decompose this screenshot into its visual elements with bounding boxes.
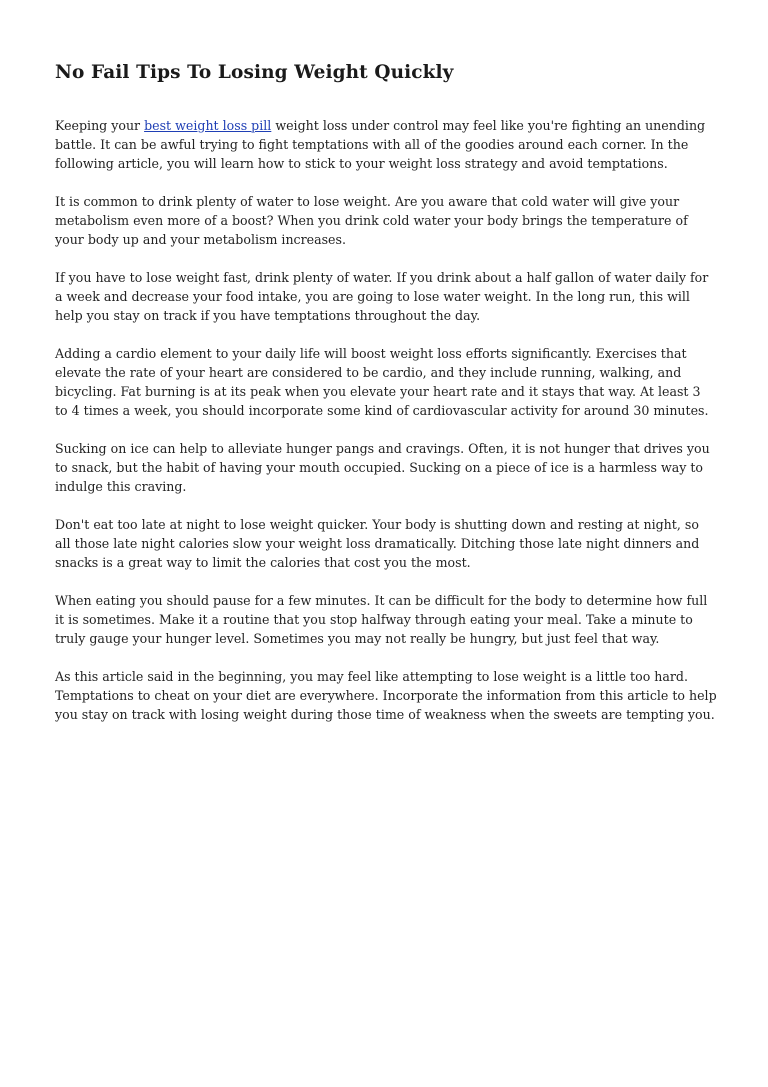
paragraph-late-night: Don't eat too late at night to lose weight quicker. Your body is shutting down and resting at night, so all those late night calories slow your weight loss dramatically. Ditching those late night dinners and snacks is a great way to limit the calories that cost you the most. bbox=[55, 517, 700, 570]
intro-paragraph bbox=[55, 116, 717, 173]
paragraph-cold-water: It is common to drink plenty of water to lose weight. Are you aware that cold water will give your metabolism even more of a boost? When you drink cold water your body brings the temperature of your body up and your metabolism increases. bbox=[55, 194, 688, 247]
paragraph-sucking-ice: Sucking on ice can help to alleviate hunger pangs and cravings. Often, it is not hunger that drives you to snack, but the habit of having your mouth occupied. Sucking on a piece of ice is a harmless way to indulge this craving. bbox=[55, 441, 710, 494]
page-title: No Fail Tips To Losing Weight Quickly bbox=[55, 62, 454, 83]
intro-text-before-link: Keeping your bbox=[55, 118, 145, 133]
intro-text-after-link: weight loss under control may feel like you're fighting an unending battle. It can be awful trying to fight temptations with all of the goodies around each corner. In the following article, you will learn how to stick to your weight loss strategy and avoid temptations. bbox=[55, 118, 706, 171]
paragraph-conclusion: As this article said in the beginning, you may feel like attempting to lose weight is a little too hard. Temptations to cheat on your diet are everywhere. Incorporate the information from this article to help you stay on track with losing weight during those time of weakness when the sweets are tempting you. bbox=[55, 669, 717, 722]
best-weight-loss-pill-link[interactable]: best weight loss pill bbox=[144, 118, 272, 133]
document-page bbox=[55, 58, 717, 743]
paragraph-cardio: Adding a cardio element to your daily life will boost weight loss efforts significantly. Exercises that elevate the rate of your heart are considered to be cardio, and they include running, walking, and bicycling. Fat burning is at its peak when you elevate your heart rate and it stays that way. At least 3 to 4 times a week, you should incorporate some kind of cardiovascular activity for around 30 minutes. bbox=[55, 346, 709, 418]
paragraph-pause-eating: When eating you should pause for a few minutes. It can be difficult for the body to determine how full it is sometimes. Make it a routine that you stop halfway through eating your meal. Take a minute to truly gauge your hunger level. Sometimes you may not really be hungry, but just feel that way. bbox=[55, 593, 708, 646]
paragraph-drink-water: If you have to lose weight fast, drink plenty of water. If you drink about a half gallon of water daily for a week and decrease your food intake, you are going to lose water weight. In the long run, this will help you stay on track if you have temptations throughout the day. bbox=[55, 270, 709, 323]
